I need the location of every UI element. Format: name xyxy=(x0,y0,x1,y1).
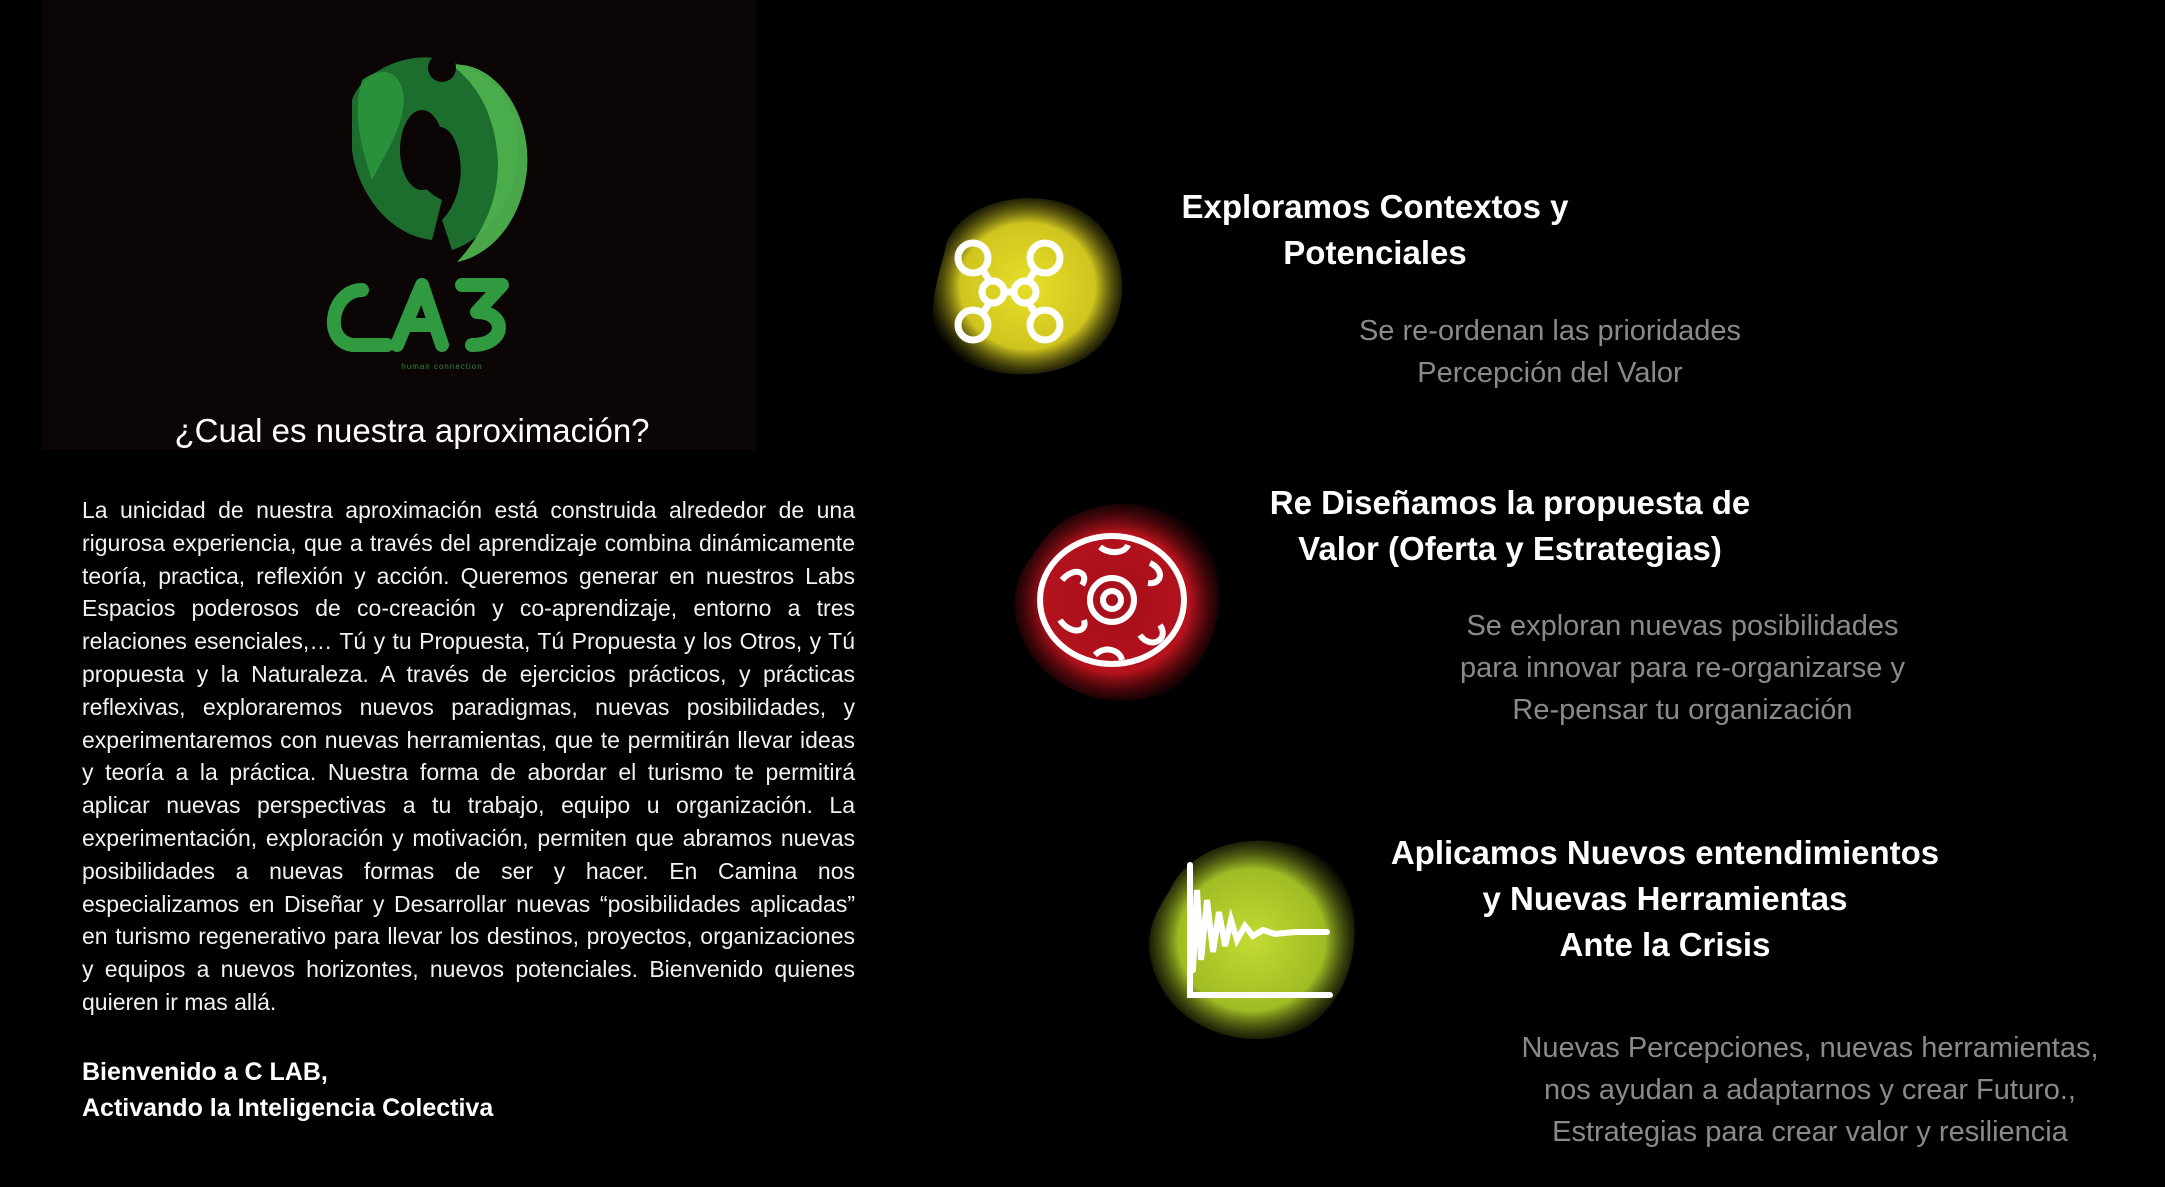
clab-logo xyxy=(292,40,572,380)
molecule-icon xyxy=(915,180,1130,390)
step-3-description: Nuevas Percepciones, nuevas herramientas, nos ayudan a adaptarnos y crear Futuro., Estrategias para crear valor y resiliencia xyxy=(1521,1032,2099,1148)
wave-graph-icon xyxy=(1135,820,1370,1050)
step-3-title: Aplicamos Nuevos entendimientos y Nuevas Herramientas Ante la Crisis xyxy=(1390,834,1940,963)
cell-icon xyxy=(1000,485,1230,710)
welcome-line-1: Bienvenido a C LAB, xyxy=(82,1058,328,1086)
step-2-description: Se exploran nuevas posibilidades para innovar para re-organizarse y Re-pensar tu organización xyxy=(1460,610,1905,726)
welcome-block xyxy=(82,1054,782,1126)
welcome-line-2: Activando la Inteligencia Colectiva xyxy=(82,1094,494,1122)
intro-paragraph: La unicidad de nuestra aproximación está construida alrededor de una rigurosa experiencia, que a través del aprendizaje combina dinámicamente teoría, practica, reflexión y acción. Queremos generar en nuestros Labs Espacios poderosos de co-creación y co-aprendizaje, entorno a tres relaciones esenciales,… Tú y tu Propuesta, Tú Propuesta y los Otros, y Tú propuesta y la Naturaleza. A través de ejercicios prácticos, y prácticas reflexivas, exploraremos nuevos paradigmas, nuevas posibilidades, y experimentaremos con nuevas herramientas, que te permitirán llevar ideas y teoría a la práctica. Nuestra forma de abordar el turismo te permitirá aplicar nuevas perspectivas a tu trabajo, equipo u organización. La experimentación, exploración y motivación, permiten que abramos nuevas posibilidades a nuevas formas de ser y hacer. En Camina nos especializamos en Diseñar y Desarrollar nuevas “posibilidades aplicadas” en turismo regenerativo para llevar los destinos, proyectos, organizaciones y equipos a nuevos horizontes, nuevos potenciales. Bienvenido quienes quieren ir mas allá. xyxy=(82,497,855,1015)
step-1-title: Exploramos Contextos y Potenciales xyxy=(1181,188,1569,271)
step-1-description: Se re-ordenan las prioridades Percepción del Valor xyxy=(1358,315,1742,389)
logo-tagline: human connection xyxy=(401,362,483,371)
logo-panel xyxy=(42,0,756,450)
section-question: ¿Cual es nuestra aproximación? xyxy=(174,412,650,449)
step-2-title: Re Diseñamos la propuesta de Valor (Oferta y Estrategias) xyxy=(1269,484,1751,567)
